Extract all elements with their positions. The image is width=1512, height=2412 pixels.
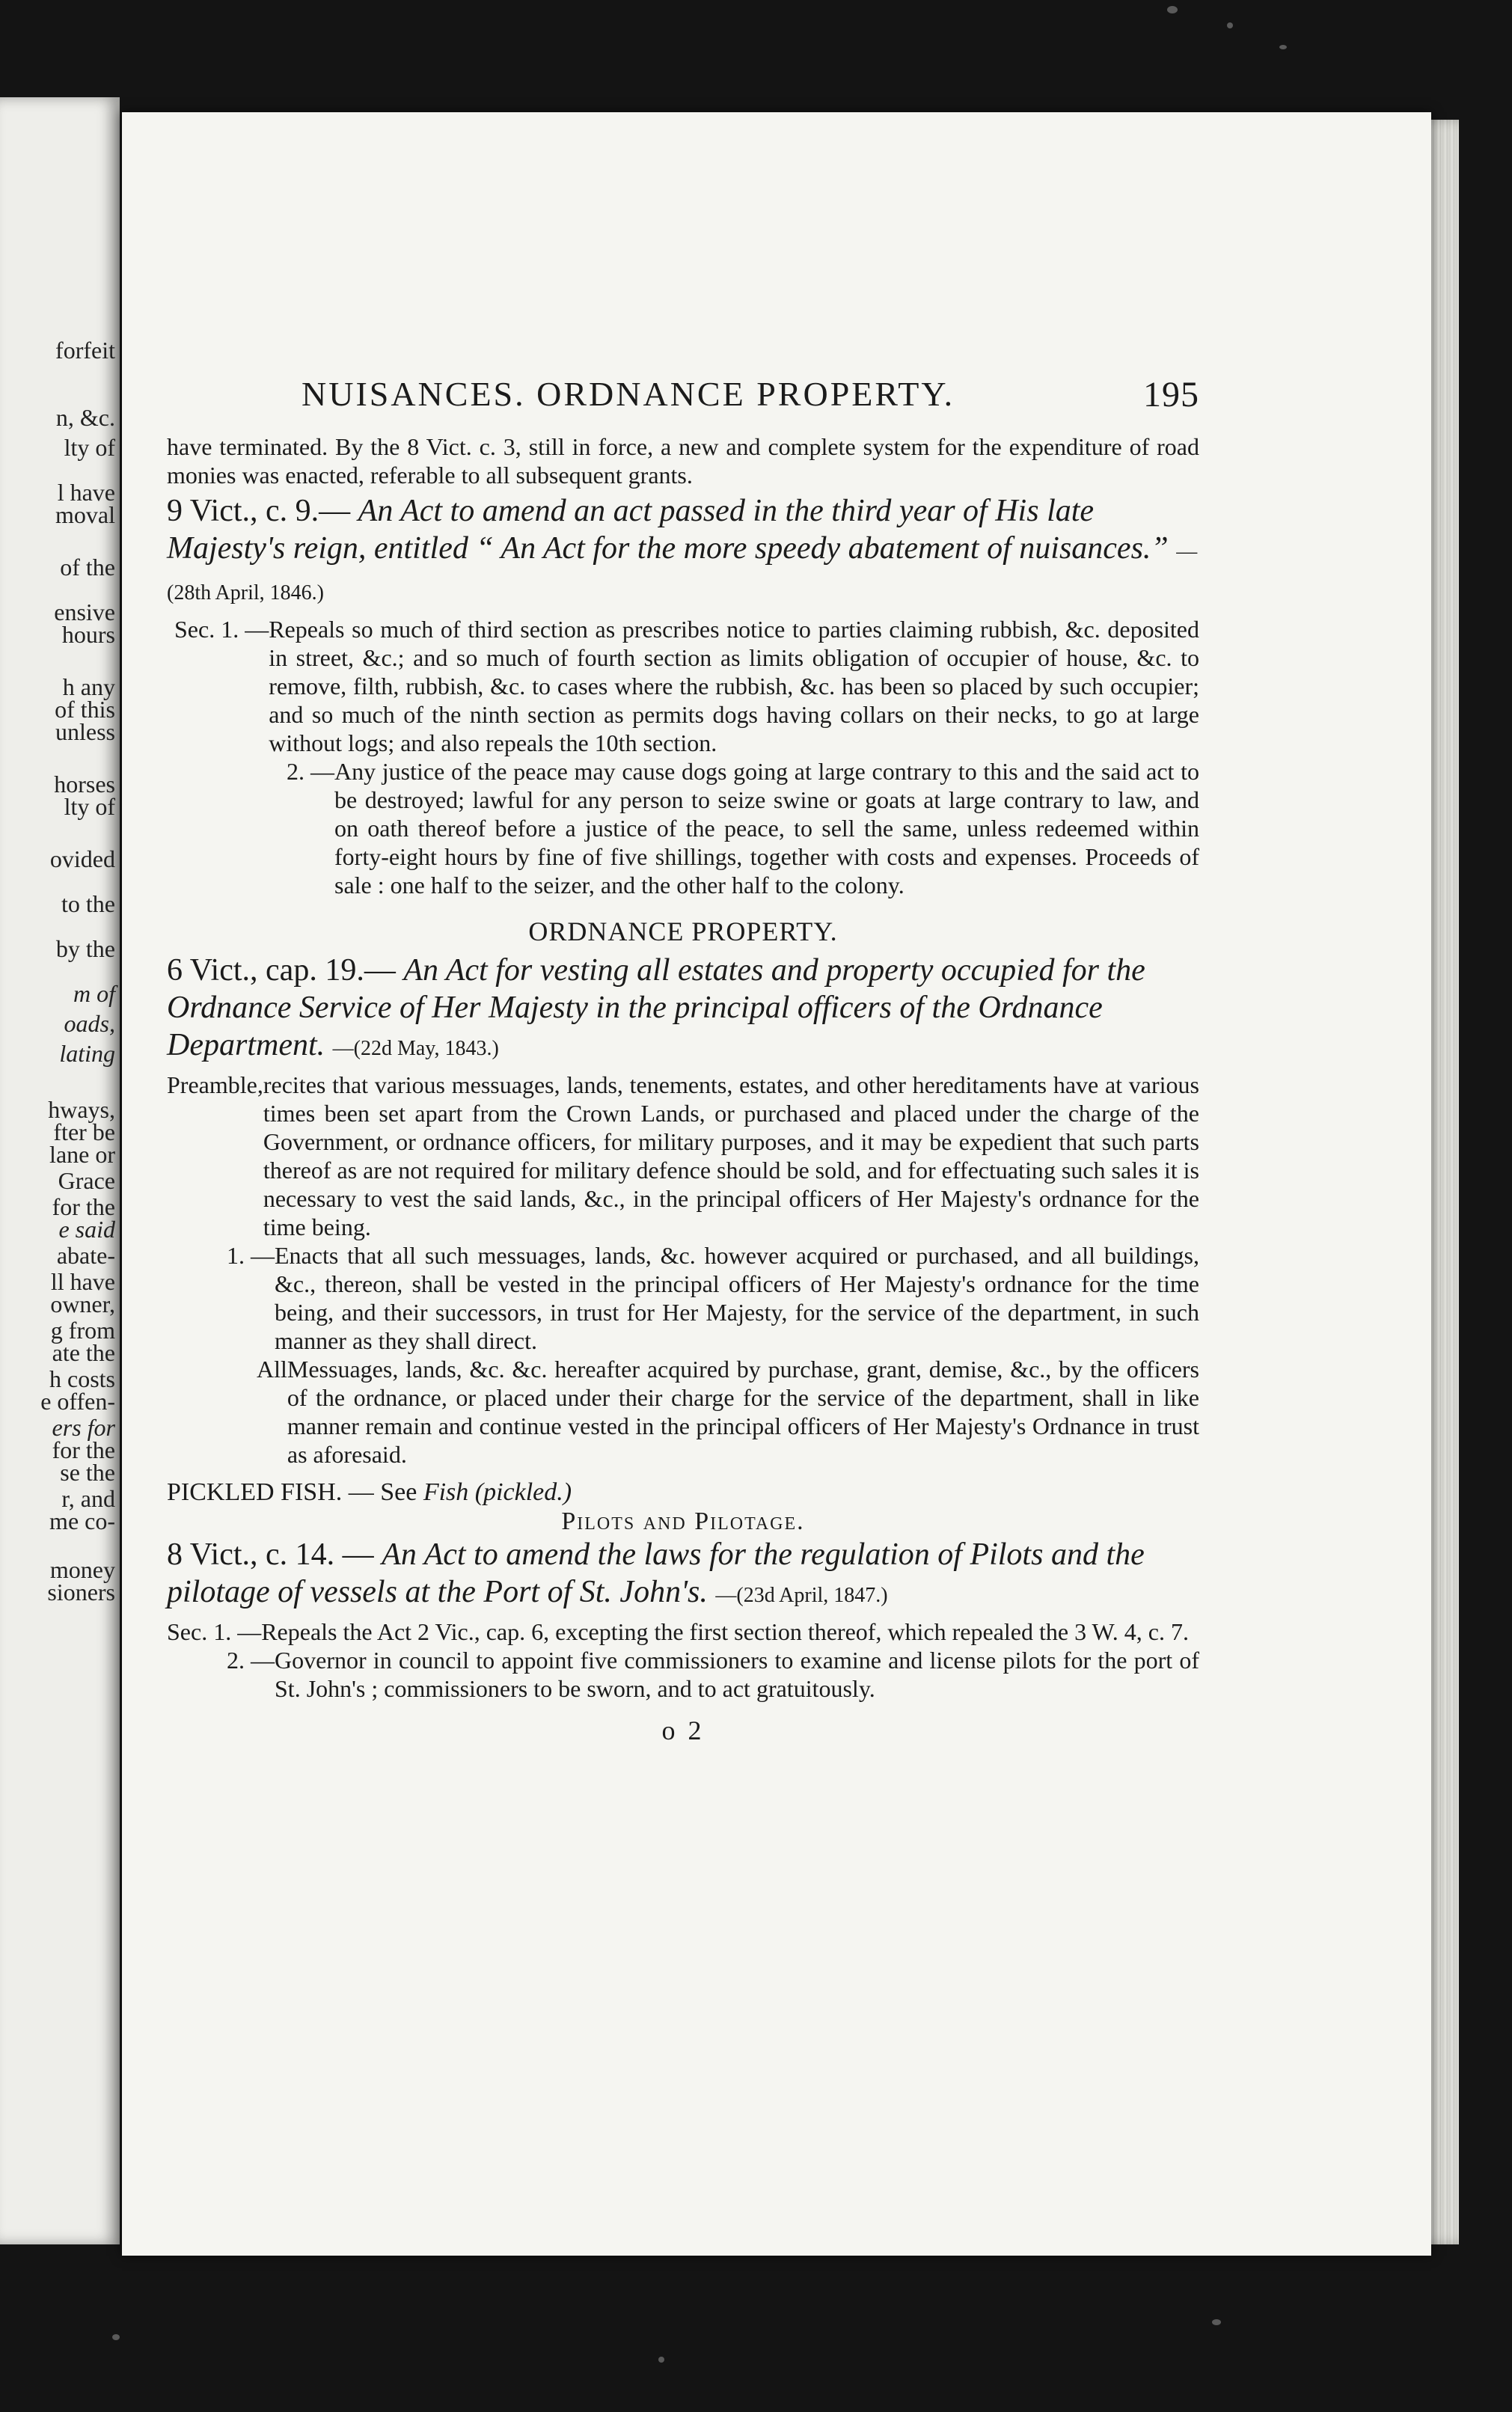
section-entry	[167, 757, 1199, 899]
left-page-line: moval	[55, 501, 115, 528]
left-page-line: owner,	[50, 1291, 115, 1317]
section-text: Repeals the Act 2 Vic., cap. 6, excepting the first section thereof, which repealed the 3 W. 4, c. 7.	[261, 1618, 1189, 1645]
act-title: An Act to amend an act passed in the third year of His late Majesty's reign, entitled “ An Act for the more speedy abatement of nuisances.”	[167, 494, 1169, 566]
section-entry	[167, 1646, 1199, 1703]
section-label: Sec. 1. —	[167, 1618, 262, 1645]
act-sections	[167, 1071, 1199, 1469]
section-label: 1. —	[227, 1242, 275, 1269]
act-title: An Act to amend the laws for the regulation of Pilots and the pilotage of vessels at the Port of St. John's.	[167, 1537, 1145, 1609]
left-page-line: h any	[62, 673, 115, 700]
section-text: Messuages, lands, &c. &c. hereafter acquired by purchase, grant, demise, &c., by the officers of the ordnance, or placed under their charge for the service of the department, shall in like manner remain and continue vested in the principal officers of Her Majesty's Ordnance in trust as aforesaid.	[287, 1356, 1199, 1468]
act-heading	[167, 1536, 1199, 1614]
section-label: 2. —	[227, 1647, 275, 1674]
left-page-line: of this	[55, 696, 115, 723]
section-label: Preamble,	[167, 1071, 263, 1098]
act-heading	[167, 492, 1199, 612]
section-text: recites that various messuages, lands, tenements, estates, and other hereditaments have at various times been set apart from the Crown Lands, or purchased and placed under the charge of the Government, or ordnance officers, for military purposes, and it may be expedient that such parts thereof as are not required for military defence should be sold, and for effectuating such sales it is necessary to vest the said lands, &c., in the principal officers of Her Majesty's ordnance for the time being.	[263, 1071, 1199, 1240]
left-page-line: se the	[60, 1459, 115, 1486]
section-text: Governor in council to appoint five commissioners to examine and license pilots for the port of St. John's ; commissioners to be sworn, and to act gratuitously.	[275, 1647, 1199, 1702]
section-label: Sec. 1. —	[174, 616, 269, 643]
left-page-line: for the	[52, 1436, 115, 1463]
cross-reference-target: Fish (pickled.)	[423, 1478, 572, 1506]
left-page-line: sioners	[47, 1579, 115, 1606]
left-page-fragment	[0, 97, 120, 2244]
left-page-line: oads,	[64, 1010, 115, 1037]
left-page-line: ers for	[52, 1414, 115, 1441]
left-page-line: fter be	[53, 1118, 115, 1145]
left-page-line: Grace	[58, 1167, 115, 1194]
left-page-line: me co-	[49, 1508, 115, 1534]
left-page-line: money	[49, 1556, 115, 1583]
section-text: Enacts that all such messuages, lands, &c. however acquired or purchased, and all buildings, &c., thereon, shall be vested in the principal officers of Her Majesty's ordnance for the time being, and their successors, in trust for Her Majesty, for the service of the department, in such manner as they shall direct.	[275, 1242, 1199, 1354]
left-page-line: h costs	[49, 1365, 115, 1392]
left-page-line: ll have	[50, 1268, 115, 1295]
left-page-line: r, and	[61, 1485, 115, 1512]
left-page-line: unless	[55, 718, 115, 745]
scan-speck	[1227, 22, 1233, 28]
act-heading	[167, 952, 1199, 1068]
running-head	[167, 374, 1199, 432]
left-page-line: forfeit	[55, 337, 115, 364]
running-title: NUISANCES. ORDNANCE PROPERTY.	[302, 375, 955, 413]
left-page-line: hours	[61, 621, 115, 648]
section-entry	[167, 615, 1199, 757]
left-page-line: ovided	[49, 845, 115, 872]
left-page-line: m of	[73, 980, 115, 1007]
left-page-line: abate-	[56, 1242, 115, 1269]
left-page-line: lty of	[64, 434, 115, 461]
cross-reference	[167, 1478, 1199, 1508]
left-page-line: hways,	[48, 1096, 115, 1123]
act-sections	[167, 1617, 1199, 1703]
left-page-line: lty of	[64, 793, 115, 820]
left-page-line: by the	[55, 935, 115, 962]
scan-speck	[1279, 45, 1287, 49]
section-label: All	[257, 1356, 287, 1383]
section-entry	[167, 1071, 1199, 1241]
act-citation: 8 Vict., c. 14. —	[167, 1537, 374, 1572]
left-page-line: e said	[58, 1216, 115, 1243]
left-page-line: ensive	[54, 599, 115, 625]
section-heading-ordnance: ORDNANCE PROPERTY.	[528, 916, 838, 946]
signature-mark: o 2	[661, 1715, 705, 1745]
section-entry	[167, 1355, 1199, 1469]
left-page-line: for the	[52, 1193, 115, 1220]
left-page-line: e offen-	[40, 1388, 115, 1415]
act-citation: 9 Vict., c. 9.—	[167, 494, 351, 528]
section-text: Any justice of the peace may cause dogs going at large contrary to this and the said act to be destroyed; lawful for any person to seize swine or goats at large contrary to law, and on oath thereof before a justice of the peace, to sell the same, unless redeemed within forty-eight hours by fine of five shillings, together with costs and expenses. Proceeds of sale : one half to the seizer, and the other half to the colony.	[334, 758, 1199, 899]
scan-speck	[1212, 2319, 1221, 2325]
left-page-line: l have	[57, 479, 115, 506]
act-sections	[167, 615, 1199, 899]
page-content	[167, 374, 1199, 1746]
pilots-heading-text: Pilots and Pilotage.	[561, 1508, 805, 1535]
left-page-line: g from	[50, 1317, 115, 1344]
scan-speck	[1167, 6, 1178, 13]
act-citation: 6 Vict., cap. 19.—	[167, 953, 396, 988]
left-page-line: lane or	[49, 1141, 115, 1168]
act-date: — (28th April, 1846.)	[167, 540, 1198, 604]
act-date: —(23d April, 1847.)	[715, 1584, 888, 1607]
section-entry	[167, 1241, 1199, 1355]
left-page-line: horses	[54, 771, 115, 798]
act-title: An Act for vesting all estates and property occupied for the Ordnance Service of Her Majesty in the principal officers of the Ordnance Department.	[167, 953, 1145, 1062]
left-page-line: lating	[59, 1040, 115, 1067]
cross-reference-label: PICKLED FISH. — See	[167, 1478, 423, 1506]
left-page-line: n, &c.	[55, 404, 115, 431]
act-date: —(22d May, 1843.)	[332, 1037, 499, 1060]
page-number: 195	[1143, 375, 1199, 414]
section-text: Repeals so much of third section as prescribes notice to parties claiming rubbish, &c. deposited in street, &c.; and so much of fourth section as limits obligation of occupier of house, &c. to remove, filth, rubbish, &c. to cases where the rubbish, &c. has been so placed by such occupier; and so much of the ninth section as permits dogs having collars on their necks, to go at large without logs; and also repeals the 10th section.	[269, 616, 1199, 756]
intro-paragraph: have terminated. By the 8 Vict. c. 3, still in force, a new and complete system for the expenditure of road monies was enacted, referable to all subsequent grants.	[167, 433, 1199, 489]
book-page	[122, 112, 1431, 2256]
section-heading-pilots	[167, 1508, 1199, 1536]
scan-speck	[112, 2334, 120, 2340]
left-page-line: ate the	[52, 1339, 115, 1366]
section-entry	[167, 1617, 1199, 1646]
left-page-line: to the	[61, 890, 115, 917]
scan-speck	[658, 2357, 664, 2363]
section-label: 2. —	[287, 758, 334, 785]
left-page-line: of the	[60, 554, 115, 581]
